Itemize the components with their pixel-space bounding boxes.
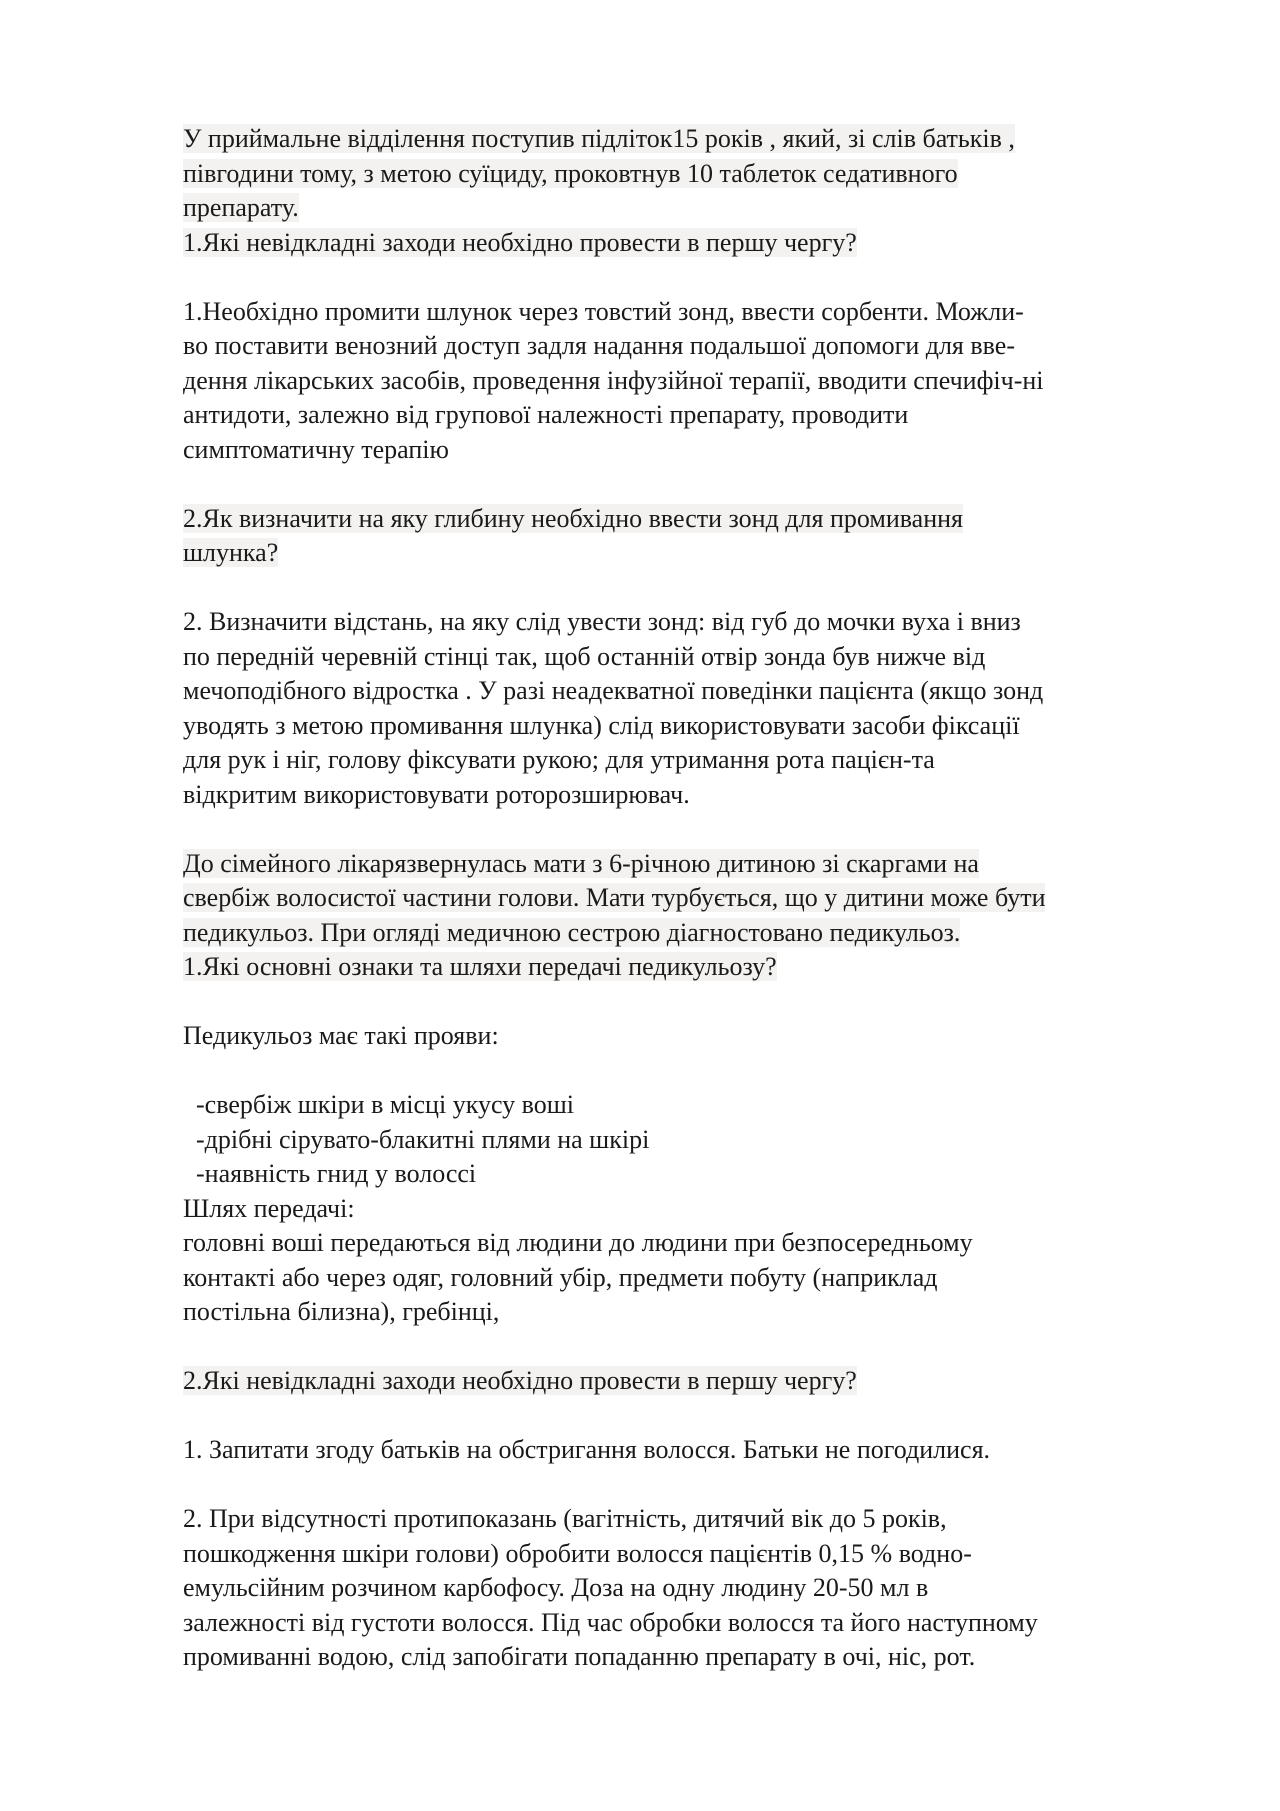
- document-body: [183, 122, 1203, 1675]
- case1-answer-1: [183, 295, 1203, 468]
- text-line: 2. При відсутності протипоказань (вагітність, дитячий вік до 5 років,: [183, 1504, 947, 1533]
- text-line: залежності від густоти волосся. Під час обробки волосся та його наступному: [183, 1607, 1038, 1637]
- spacer: [183, 1468, 1203, 1503]
- text-line: 2.Як визначити на яку глибину необхідно ввести зонд для промивання: [183, 503, 964, 533]
- transmission-text: [183, 1226, 1203, 1330]
- text-line: шлунка?: [183, 538, 279, 567]
- text-line: головні воші передаються від людини до людини при безпосередньому: [183, 1228, 973, 1257]
- text-line: симптоматичну терапію: [183, 434, 449, 464]
- text-line: відкритим використовувати роторозширювач.: [183, 779, 690, 809]
- text-line: во поставити венозний доступ задля надання подальшої допомоги для вве-: [183, 331, 1015, 360]
- text-line: по передній черевній стінці так, щоб останній отвір зонда був нижче від: [183, 641, 986, 671]
- symptom-list: [183, 1088, 1203, 1192]
- transmission-heading: Шлях передачі:: [183, 1193, 355, 1223]
- text-line: для рук і ніг, голову фіксувати рукою; для утримання рота пацієн-та: [183, 745, 935, 774]
- list-item: -свербіж шкіри в місці укусу воші: [183, 1090, 575, 1119]
- case1-answer-2: [183, 605, 1203, 812]
- case2-answer-1-heading: Педикульоз має такі прояви:: [183, 1021, 499, 1050]
- case2-intro: [183, 847, 1203, 951]
- text-line: пошкодження шкіри голови) обробити волосся пацієнтів 0,15 % водно-: [183, 1538, 972, 1568]
- spacer: [183, 260, 1203, 295]
- text-line: постільна білизна), гребінці,: [183, 1297, 500, 1326]
- text-line: півгодини тому, з метою суїциду, проковтнув 10 таблеток седативного: [183, 158, 958, 188]
- list-item: -наявність гнид у волоссі: [183, 1159, 477, 1188]
- text-line: 1.Необхідно промити шлунок через товстий зонд, ввести сорбенти. Можли-: [183, 296, 1024, 326]
- text-line: 2. Визначити відстань, на яку слід увести зонд: від губ до мочки вуха і вниз: [183, 607, 1021, 636]
- text-line: свербіж волосистої частини голови. Мати турбується, що у дитини може бути: [183, 883, 1046, 912]
- spacer: [183, 1330, 1203, 1365]
- spacer: [183, 467, 1203, 502]
- text-line: емульсійним розчином карбофосу. Доза на одну людину 20-50 мл в: [183, 1573, 929, 1602]
- text-line: антидоти, залежно від групової належності препарату, проводити: [183, 400, 909, 429]
- spacer: [183, 571, 1203, 606]
- case1-question-2: [183, 502, 1203, 571]
- case1-question-1: 1.Які невідкладні заходи необхідно провести в першу чергу?: [183, 227, 857, 257]
- spacer: [183, 1054, 1203, 1089]
- text-line: контакті або через одяг, головний убір, предмети побуту (наприклад: [183, 1262, 938, 1292]
- text-line: промиванні водою, слід запобігати попаданню препарату в очі, ніс, рот.: [183, 1642, 976, 1671]
- case1-intro: [183, 122, 1203, 226]
- case2-answer-2-step-1: 1. Запитати згоду батьків на обстригання волосся. Батьки не погодилися.: [183, 1435, 991, 1464]
- text-line: У приймальне відділення поступив підліток15 років , який, зі слів батьків ,: [183, 124, 1015, 153]
- case2-answer-2-step-2: [183, 1502, 1203, 1675]
- text-line: педикульоз. При огляді медичною сестрою діагностовано педикульоз.: [183, 917, 961, 947]
- spacer: [183, 985, 1203, 1020]
- case2-question-2: 2.Які невідкладні заходи необхідно провести в першу чергу?: [183, 1366, 857, 1395]
- case2-question-1: 1.Які основні ознаки та шляхи передачі педикульозу?: [183, 952, 777, 981]
- spacer: [183, 1399, 1203, 1434]
- text-line: мечоподібного відростка . У разі неадекватної поведінки пацієнта (якщо зонд: [183, 676, 1044, 705]
- text-line: уводять з метою промивання шлунка) слід використовувати засоби фіксації: [183, 710, 1020, 740]
- text-line: До сімейного лікарязвернулась мати з 6-річною дитиною зі скаргами на: [183, 848, 979, 878]
- text-line: препарату.: [183, 193, 299, 222]
- list-item: -дрібні сірувато-блакитні плями на шкірі: [183, 1124, 650, 1154]
- spacer: [183, 812, 1203, 847]
- text-line: дення лікарських засобів, проведення інфузійної терапії, вводити спечифіч-ні: [183, 365, 1044, 395]
